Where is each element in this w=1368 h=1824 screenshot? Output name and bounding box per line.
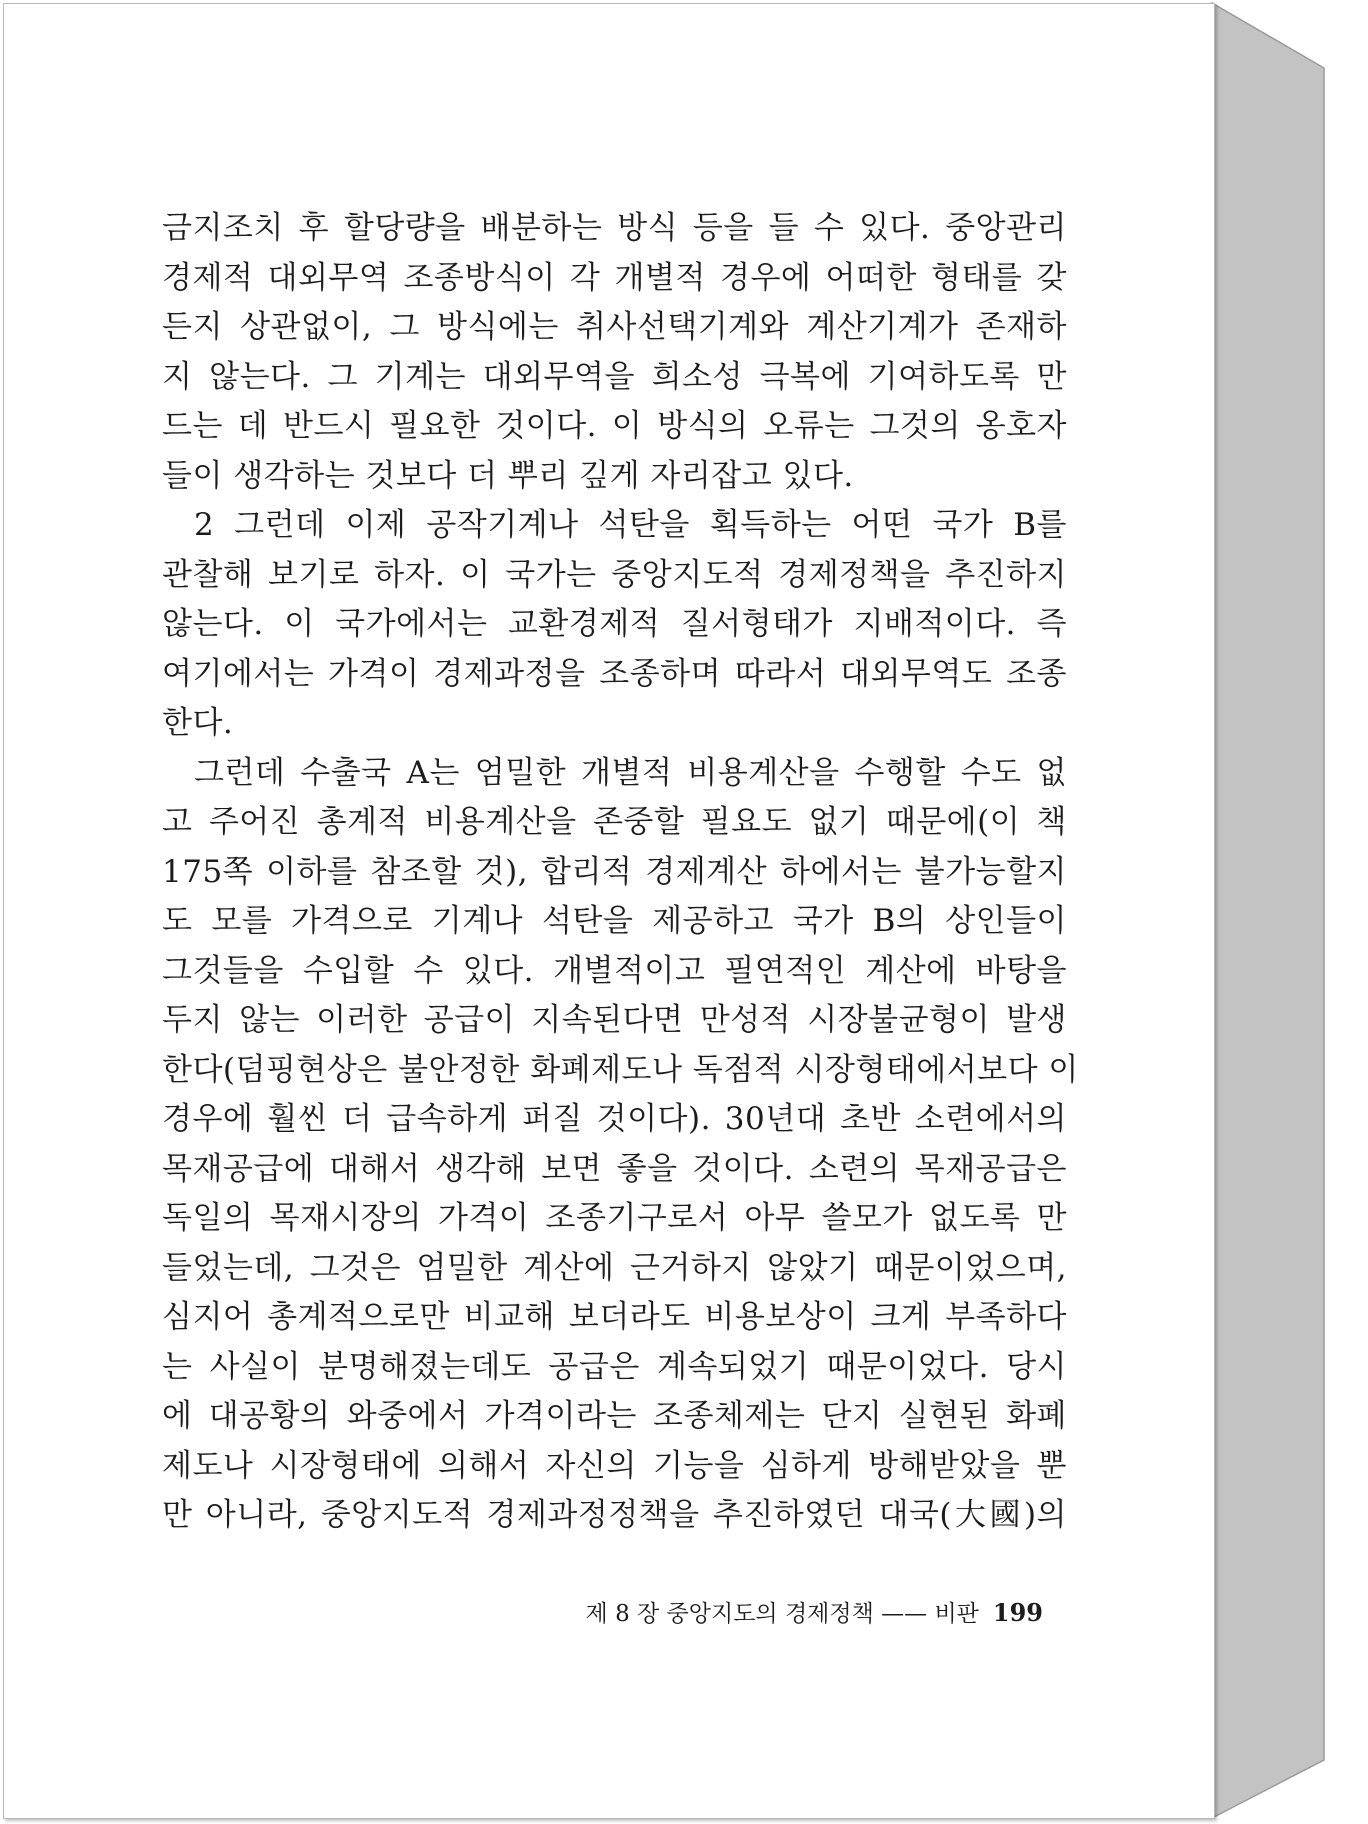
section-number-line: 2 그런데 이제 공작기계나 석탄을 획득하는 어떤 국가 B를 [194, 507, 1067, 543]
text-line: 두지 않는 이러한 공급이 지속된다면 만성적 시장불균형이 발생 [162, 1002, 1067, 1038]
text-line: 금지조치 후 할당량을 배분하는 방식 등을 들 수 있다. 중앙관리 [162, 210, 1067, 246]
page-number: 199 [992, 1598, 1043, 1627]
text-line: 관찰해 보기로 하자. 이 국가는 중앙지도적 경제정책을 추진하지 [162, 556, 1067, 593]
text-line: 독일의 목재시장의 가격이 조종기구로서 아무 쓸모가 없도록 만 [162, 1200, 1067, 1236]
running-footer-title: 제 8 장 중앙지도의 경제정책 —— 비판 [585, 1601, 979, 1627]
text-line: 드는 데 반드시 필요한 것이다. 이 방식의 오류는 그것의 옹호자 [162, 408, 1067, 444]
text-line: 만 아니라, 중앙지도적 경제과정정책을 추진하였던 대국(大國)의 [162, 1497, 1067, 1533]
page-footer [0, 1595, 1043, 1628]
text-line: 경우에 훨씬 더 급속하게 퍼질 것이다). 30년대 초반 소련에서의 [162, 1101, 1067, 1137]
text-line: 들었는데, 그것은 엄밀한 계산에 근거하지 않았기 때문이었으며, [162, 1249, 1067, 1286]
body-text [162, 204, 1079, 1541]
text-line: 에 대공황의 와중에서 가격이라는 조종체제는 단지 실현된 화폐 [162, 1398, 1067, 1434]
text-line: 심지어 총계적으로만 비교해 보더라도 비용보상이 크게 부족하다 [162, 1299, 1067, 1335]
text-line: 제도나 시장형태에 의해서 자신의 기능을 심하게 방해받았을 뿐 [162, 1447, 1067, 1484]
text-line: 든지 상관없이, 그 방식에는 취사선택기계와 계산기계가 존재하 [162, 309, 1067, 345]
text-line: 는 사실이 분명해졌는데도 공급은 계속되었기 때문이었다. 당시 [162, 1348, 1067, 1385]
text-line: 들이 생각하는 것보다 더 뿌리 깊게 자리잡고 있다. [162, 457, 854, 494]
text-line: 경제적 대외무역 조종방식이 각 개별적 경우에 어떠한 형태를 갖 [162, 259, 1067, 296]
text-line: 고 주어진 총계적 비용계산을 존중할 필요도 없기 때문에(이 책 [162, 804, 1067, 840]
text-line: 그것들을 수입할 수 있다. 개별적이고 필연적인 계산에 바탕을 [162, 952, 1067, 989]
text-line: 목재공급에 대해서 생각해 보면 좋을 것이다. 소련의 목재공급은 [162, 1150, 1067, 1187]
text-line: 도 모를 가격으로 기계나 석탄을 제공하고 국가 B의 상인들이 [162, 903, 1067, 939]
text-line: 한다. [162, 705, 234, 741]
text-line: 175쪽 이하를 참조할 것), 합리적 경제계산 하에서는 불가능할지 [162, 853, 1067, 890]
text-line: 지 않는다. 그 기계는 대외무역을 희소성 극복에 기여하도록 만 [162, 358, 1067, 395]
paragraph-start-line: 그런데 수출국 A는 엄밀한 개별적 비용계산을 수행할 수도 없 [194, 754, 1067, 791]
text-line: 않는다. 이 국가에서는 교환경제적 질서형태가 지배적이다. 즉 [162, 606, 1067, 642]
text-line: 여기에서는 가격이 경제과정을 조종하며 따라서 대외무역도 조종 [162, 655, 1067, 692]
text-line: 한다(덤핑현상은 불안정한 화폐제도나 독점적 시장형태에서보다 이 [162, 1051, 1079, 1088]
